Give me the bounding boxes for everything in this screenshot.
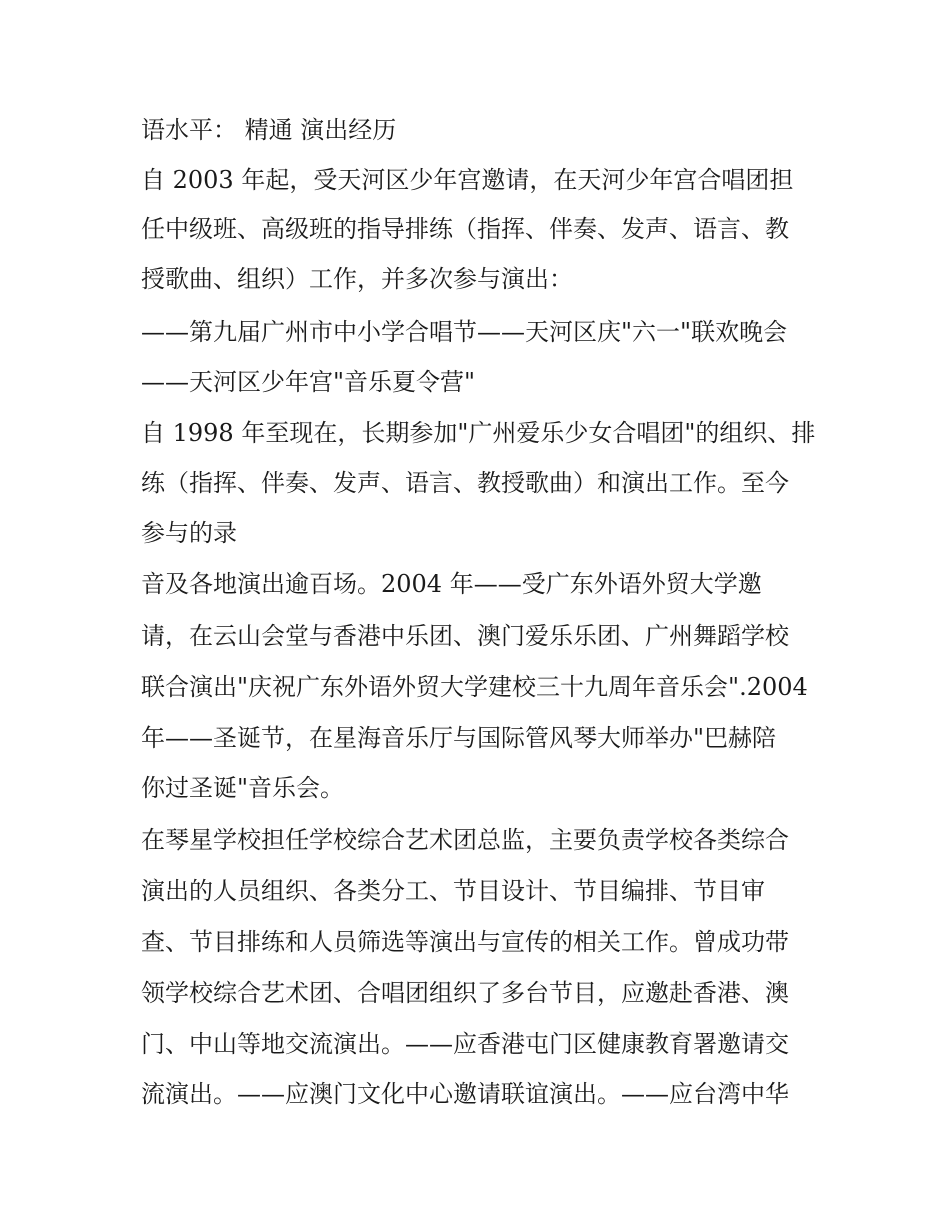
text-line: ——天河区少年宫"音乐夏令营" — [141, 368, 476, 396]
text-line: 练（指挥、伴奏、发声、语言、教授歌曲）和演出工作。至今 — [141, 469, 789, 497]
text-line: 查、节目排练和人员筛选等演出与宣传的相关工作。曾成功带 — [141, 928, 789, 956]
text-line: 语水平： 精通 演出经历 — [141, 116, 397, 144]
text-line: 年——圣诞节，在星海音乐厅与国际管风琴大师举办"巴赫陪 — [141, 724, 777, 752]
text-line: 在琴星学校担任学校综合艺术团总监，主要负责学校各类综合 — [141, 826, 789, 854]
text-line: 门、中山等地交流演出。——应香港屯门区健康教育署邀请交 — [141, 1030, 789, 1058]
text-line: 演出的人员组织、各类分工、节目设计、节目编排、节目审 — [141, 877, 765, 905]
text-line: 音及各地演出逾百场。2004 年——受广东外语外贸大学邀 — [141, 570, 762, 598]
text-line: 请，在云山会堂与香港中乐团、澳门爱乐乐团、广州舞蹈学校 — [141, 622, 789, 650]
text-line: 流演出。——应澳门文化中心邀请联谊演出。——应台湾中华 — [141, 1080, 789, 1108]
text-line: ——第九届广州市中小学合唱节——天河区庆"六一"联欢晚会 — [141, 318, 788, 346]
text-line: 任中级班、高级班的指导排练（指挥、伴奏、发声、语言、教 — [141, 215, 789, 243]
text-line: 你过圣诞"音乐会。 — [141, 774, 345, 802]
text-line: 领学校综合艺术团、合唱团组织了多台节目，应邀赴香港、澳 — [141, 979, 789, 1007]
text-line: 自 1998 年至现在，长期参加"广州爱乐少女合唱团"的组织、排 — [141, 419, 816, 447]
text-line: 参与的录 — [141, 519, 237, 547]
text-line: 联合演出"庆祝广东外语外贸大学建校三十九周年音乐会".2004 — [141, 673, 808, 701]
text-line: 自 2003 年起，受天河区少年宫邀请，在天河少年宫合唱团担 — [141, 166, 794, 194]
text-line: 授歌曲、组织）工作，并多次参与演出： — [141, 265, 573, 293]
